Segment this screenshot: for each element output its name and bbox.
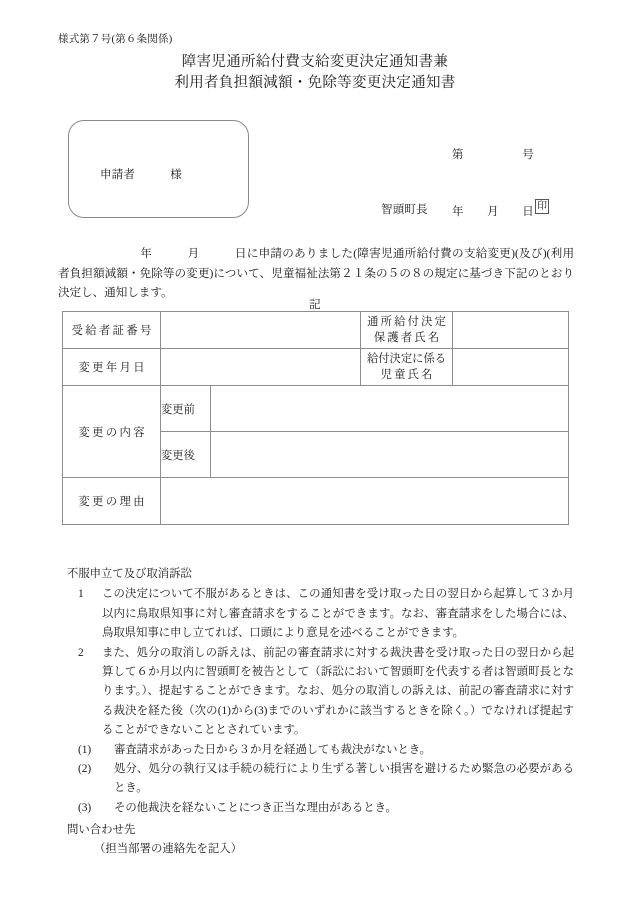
after-input[interactable] bbox=[211, 432, 569, 478]
appeal-sub-item-text: その他裁決を経ないことにつき正当な理由があるとき。 bbox=[114, 801, 397, 814]
recipient-number-label: 受給者証番号 bbox=[63, 312, 161, 349]
appeal-section bbox=[58, 565, 574, 818]
child-name-label-line1: 給付決定に係る bbox=[366, 353, 447, 365]
applicant-label: 申請者 様 bbox=[100, 169, 182, 181]
table-row-change-date bbox=[63, 349, 569, 386]
recipient-number-input[interactable] bbox=[161, 312, 361, 349]
appeal-sub-item-marker: (1) bbox=[78, 743, 92, 756]
appeal-sub-item-text: 審査請求があった日から３か月を経過しても裁決がないとき。 bbox=[114, 743, 431, 756]
appeal-item-text: また、処分の取消しの訴えは、前記の審査請求に対する裁決書を受け取った日の翌日から起算して６か月以内に智頭町を被告として（訴訟において智頭町を代表する者は智頭町長となります。）、提起することができます。なお、処分の取消しの訴えは、前記の審査請求に対する裁決を経た後（次の(1)から(3)までのいずれかに該当するときを除く。）でなければ提起することができないこととされています。 bbox=[102, 646, 574, 737]
appeal-sub-item bbox=[58, 760, 574, 799]
child-name-label bbox=[361, 349, 453, 386]
ki-marker: 記 bbox=[309, 299, 321, 311]
appeal-heading: 不服申立て及び取消訴訟 bbox=[67, 568, 192, 580]
table-row-change-reason bbox=[63, 478, 569, 525]
guardian-name-label-line2: 保護者氏名 bbox=[373, 332, 442, 344]
change-date-input[interactable] bbox=[161, 349, 361, 386]
table-row-recipient-number bbox=[63, 312, 569, 349]
guardian-name-label bbox=[361, 312, 453, 349]
appeal-item-marker: 1 bbox=[78, 588, 84, 601]
document-title bbox=[0, 52, 630, 94]
guardian-name-input[interactable] bbox=[453, 312, 569, 349]
appeal-item-marker: 2 bbox=[78, 646, 84, 659]
form-code: 様式第７号(第６条関係) bbox=[58, 34, 173, 45]
document-number-block bbox=[452, 108, 534, 260]
change-content-label: 変更の内容 bbox=[63, 386, 161, 478]
change-date-label: 変更年月日 bbox=[63, 349, 161, 386]
table-row-change-before bbox=[63, 386, 569, 432]
document-title-line2: 利用者負担額減額・免除等変更決定通知書 bbox=[174, 75, 456, 91]
child-name-label-line2: 児童氏名 bbox=[380, 369, 435, 381]
decision-table bbox=[62, 311, 569, 525]
appeal-sub-item-marker: (3) bbox=[78, 801, 92, 814]
document-date-line: 年 月 日 bbox=[452, 206, 534, 218]
before-input[interactable] bbox=[211, 386, 569, 432]
change-reason-input[interactable] bbox=[161, 478, 569, 525]
appeal-item-text: この決定について不服があるときは、この通知書を受け取った日の翌日から起算して３か月以内に鳥取県知事に対し審査請求をすることができます。なお、審査請求をした場合には、鳥取県知事に申し立てれば、口頭により意見を述べることができます。 bbox=[102, 588, 574, 640]
appeal-sub-item bbox=[58, 799, 574, 818]
body-paragraph bbox=[58, 244, 574, 303]
child-name-input[interactable] bbox=[453, 349, 569, 386]
after-label: 変更後 bbox=[161, 432, 211, 478]
body-text-rest: 担額減額・免除等の変更)について、児童福祉法第２１条の５の８の規定に基づき下記のとおり決定し、通知します。 bbox=[58, 266, 574, 299]
contact-note: （担当部署の連絡先を記入） bbox=[94, 843, 243, 856]
issuer-name: 智頭町長 bbox=[381, 204, 428, 216]
appeal-item bbox=[58, 585, 574, 643]
appeal-sub-item-marker: (2) bbox=[78, 763, 92, 776]
appeal-sub-item-text: 処分、処分の執行又は手続の続行により生ずる著しい損害を避けるため緊急の必要があるとき。 bbox=[114, 763, 574, 795]
appeal-sub-item bbox=[58, 741, 574, 760]
appeal-item bbox=[58, 644, 574, 741]
contact-heading: 問い合わせ先 bbox=[67, 824, 136, 836]
seal-stamp-icon: 印 bbox=[537, 201, 547, 212]
change-reason-label: 変更の理由 bbox=[63, 478, 161, 525]
body-lead-date: 年 月 日に申請のありました(障害児通所給付費の支給変更)(及び)(利用者負 bbox=[58, 247, 574, 280]
before-label: 変更前 bbox=[161, 386, 211, 432]
contact-section bbox=[58, 821, 242, 860]
guardian-name-label-line1: 通所給付決定 bbox=[367, 316, 449, 328]
document-title-line1: 障害児通所給付費支給変更決定通知書兼 bbox=[181, 54, 449, 70]
document-number-line: 第 号 bbox=[452, 149, 534, 161]
